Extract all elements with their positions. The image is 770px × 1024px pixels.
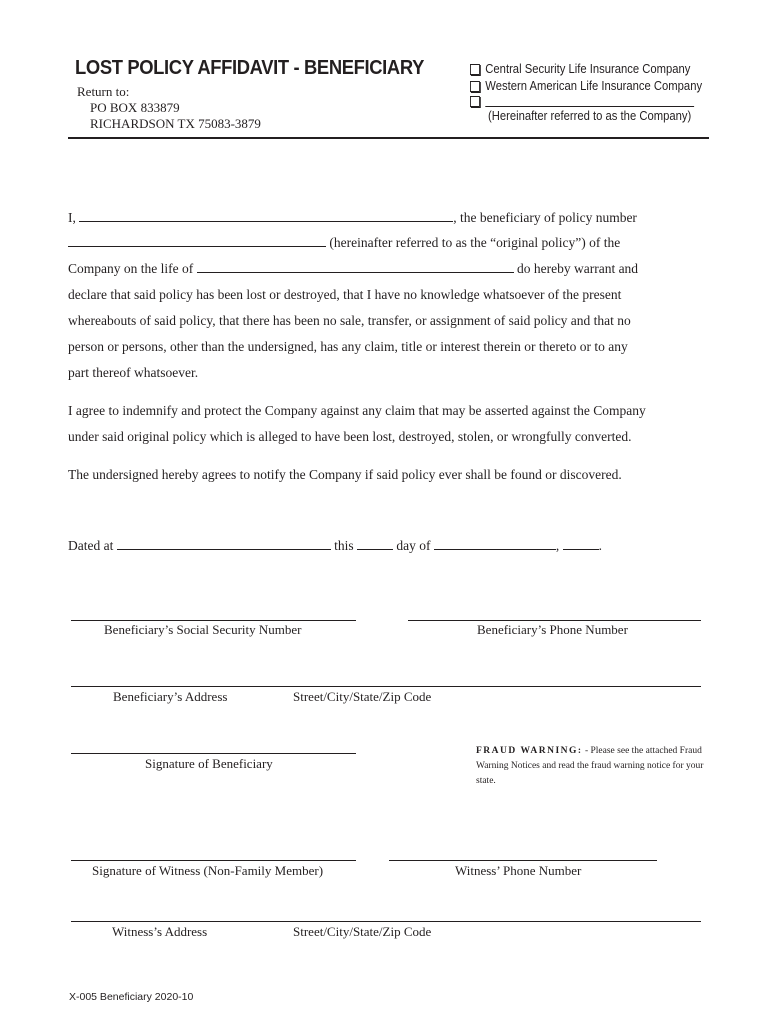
witness-signature-field[interactable] (71, 860, 356, 861)
body-text: . (598, 538, 602, 553)
body-line-7: part thereof whatsoever. (68, 365, 199, 380)
other-company-field[interactable] (485, 95, 694, 107)
address-detail-label: Street/City/State/Zip Code (293, 689, 432, 704)
indemnify-line-1: I agree to indemnify and protect the Company against any claim that may be asserted against the Company (68, 403, 646, 418)
fraud-warning (476, 744, 706, 789)
ssn-label: Beneficiary’s Social Security Number (104, 622, 302, 637)
body-line-5: whereabouts of said policy, that there has been no sale, transfer, or assignment of said policy and that no (68, 313, 631, 328)
body-line-1 (68, 209, 637, 226)
witness-signature-label: Signature of Witness (Non-Family Member) (92, 863, 324, 878)
body-line-4: declare that said policy has been lost or destroyed, that I have no knowledge whatsoever of the present (68, 287, 622, 302)
company-option-label: Western American Life Insurance Company (485, 79, 703, 93)
body-line-3 (68, 260, 638, 277)
witness-phone-label: Witness’ Phone Number (455, 863, 582, 878)
insured-name-field[interactable] (197, 260, 514, 273)
return-to-label: Return to: (77, 84, 130, 99)
phone-label: Beneficiary’s Phone Number (477, 622, 628, 637)
fraud-warning-title: FRAUD WARNING: (476, 746, 583, 756)
body-line-2 (68, 234, 620, 251)
form-id: X-005 Beneficiary 2020-10 (69, 991, 194, 1003)
checkbox-icon[interactable] (470, 81, 480, 92)
indemnify-line-2: under said original policy which is alleged to have been lost, destroyed, stolen, or wrongfully converted. (68, 429, 632, 444)
address-field[interactable] (71, 686, 701, 687)
witness-address-detail-label: Street/City/State/Zip Code (293, 924, 432, 939)
header-divider (68, 137, 709, 139)
ssn-field[interactable] (71, 620, 356, 621)
signature-label: Signature of Beneficiary (145, 756, 273, 771)
witness-address-field[interactable] (71, 921, 701, 922)
policy-number-field[interactable] (68, 234, 326, 247)
form-title: LOST POLICY AFFIDAVIT - BENEFICIARY (75, 57, 424, 79)
body-text: Dated at (68, 538, 114, 553)
company-option-other[interactable] (470, 95, 702, 107)
body-text: day of (396, 538, 431, 553)
return-address-line2: RICHARDSON TX 75083-3879 (90, 116, 261, 131)
checkbox-icon[interactable] (470, 96, 480, 107)
notify-line: The undersigned hereby agrees to notify the Company if said policy ever shall be found or discovered. (68, 467, 622, 482)
year-field[interactable] (563, 537, 599, 550)
dated-at-field[interactable] (117, 537, 331, 550)
phone-field[interactable] (408, 620, 701, 621)
body-text: I, (68, 210, 76, 225)
fraud-warning-text: - Please see the attached Fraud Warning Notices and read the fraud warning notice for your state. (476, 746, 704, 786)
address-label: Beneficiary’s Address (113, 689, 228, 704)
company-options (470, 61, 728, 107)
body-text: Company on the life of (68, 261, 194, 276)
hereinafter-note: (Hereinafter referred to as the Company) (488, 109, 692, 123)
dated-line (68, 537, 602, 554)
month-field[interactable] (434, 537, 556, 550)
day-field[interactable] (357, 537, 393, 550)
witness-address-label: Witness’s Address (112, 924, 208, 939)
company-option-western[interactable] (470, 78, 702, 95)
body-text: , (555, 538, 560, 553)
company-option-central[interactable] (470, 61, 702, 78)
witness-phone-field[interactable] (389, 860, 657, 861)
body-line-6: person or persons, other than the undersigned, has any claim, title or interest therein or thereto or to any (68, 339, 628, 354)
body-text: this (334, 538, 354, 553)
body-text: (hereinafter referred to as the “original policy”) of the (329, 235, 621, 250)
body-text: do hereby warrant and (516, 261, 639, 276)
beneficiary-name-field[interactable] (79, 209, 453, 222)
company-option-label: Central Security Life Insurance Company (485, 62, 691, 76)
body-text: , the beneficiary of policy number (453, 210, 637, 225)
return-address-line1: PO BOX 833879 (90, 100, 180, 115)
signature-field[interactable] (71, 753, 356, 754)
checkbox-icon[interactable] (470, 64, 480, 75)
